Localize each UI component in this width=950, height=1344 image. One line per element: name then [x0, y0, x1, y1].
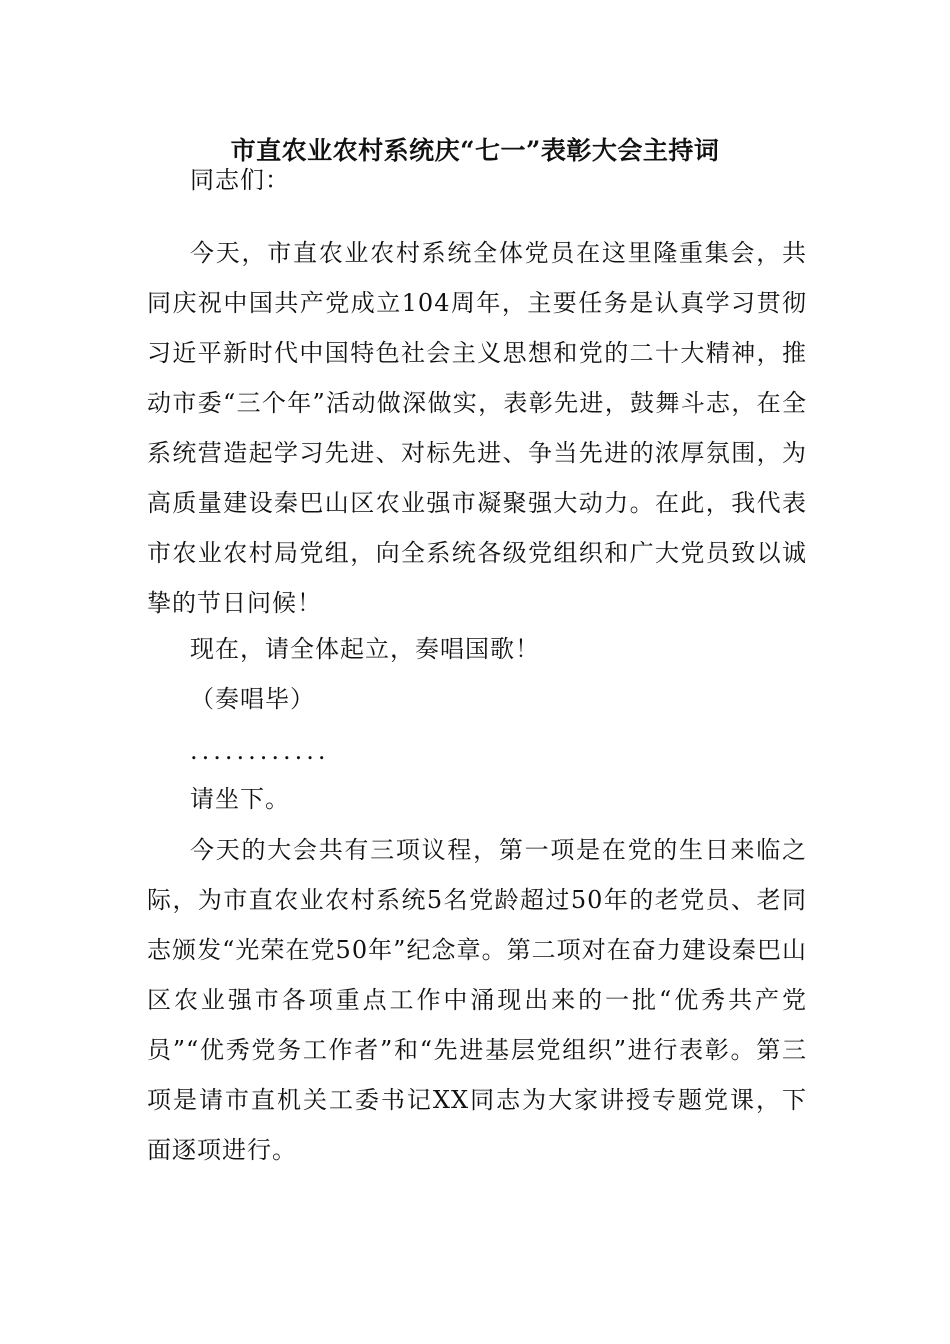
intro-paragraph: 今天，市直农业农村系统全体党员在这里隆重集会，共同庆祝中国共产党成立104周年，主要任务是认真学习贯彻习近平新时代中国特色社会主义思想和党的二十大精神，推动市委“三个年”活动做深做实，表彰先进，鼓舞斗志，在全系统营造起学习先进、对标先进、争当先进的浓厚氛围，为高质量建设秦巴山区农业强市凝聚强大动力。在此，我代表市农业农村局党组，向全系统各级党组织和广大党员致以诚挚的节日问候！ — [147, 239, 807, 617]
document-title: 市直农业农村系统庆“七一”表彰大会主持词 — [230, 136, 720, 165]
ellipsis-separator: ............ — [190, 737, 330, 765]
sit-down-paragraph: 请坐下。 — [190, 785, 290, 813]
greeting-paragraph: 同志们： — [190, 166, 290, 194]
anthem-finished-note: （奏唱毕） — [190, 685, 315, 713]
agenda-paragraph: 今天的大会共有三项议程，第一项是在党的生日来临之际，为市直农业农村系统5名党龄超过50年的老党员、老同志颁发“光荣在党50年”纪念章。第二项对在奋力建设秦巴山区农业强市各项重点工作中涌现出来的一批“优秀共产党员”“优秀党务工作者”和“先进基层党组织”进行表彰。第三项是请市直机关工委书记XX同志为大家讲授专题党课，下面逐项进行。 — [147, 836, 807, 1164]
anthem-paragraph: 现在，请全体起立，奏唱国歌！ — [190, 635, 540, 663]
